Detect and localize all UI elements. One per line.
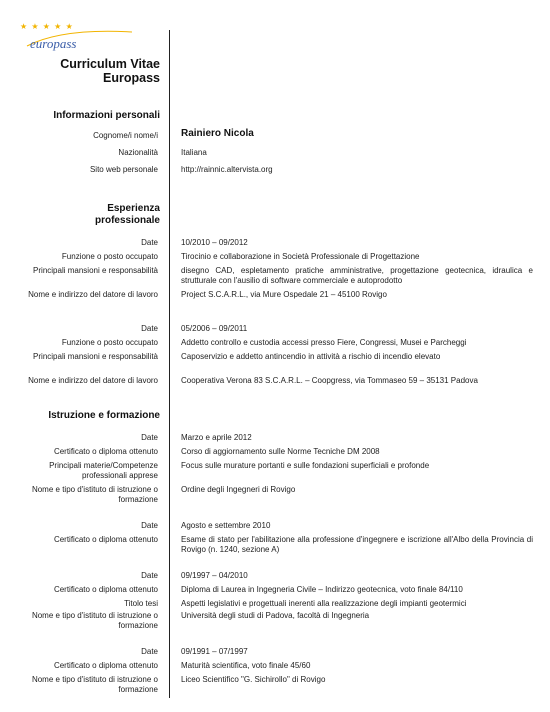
exp2-role-label: Funzione o posto occupato (61, 338, 158, 347)
edu1-subjects-label: Principali materie/Competenze professionali apprese (49, 461, 158, 480)
edu4-date: 09/1991 – 07/1997 (181, 647, 248, 656)
exp2-date: 05/2006 – 09/2011 (181, 324, 248, 333)
exp2-role: Addetto controllo e custodia accessi presso Fiere, Congressi, Musei e Parcheggi (181, 338, 467, 347)
website-label: Sito web personale (89, 165, 158, 174)
exp2-tasks-label: Principali mansioni e responsabilità (33, 352, 158, 361)
edu1-inst: Ordine degli Ingegneri di Rovigo (181, 485, 296, 494)
exp1-role: Tirocinio e collaborazione in Società Professionale di Progettazione (181, 252, 420, 261)
exp2-employer: Cooperativa Verona 83 S.C.A.R.L. – Coopgress, via Tommaseo 59 – 35131 Padova (181, 376, 478, 385)
edu3-thesis: Aspetti legislativi e progettuali inerenti alla realizzazione degli impianti geotermici (181, 599, 467, 608)
exp1-employer: Project S.C.A.R.L., via Mure Ospedale 21 – 45100 Rovigo (181, 290, 387, 299)
exp1-tasks: disegno CAD, espletamento pratiche amministrative, progettazione geotecnica, idraulica e strutturale con l'ausilio di software commerciale e autoprodotto (181, 266, 533, 285)
edu3-date-label: Date (141, 571, 158, 580)
exp2-date-label: Date (141, 324, 158, 333)
edu4-cert: Maturità scientifica, voto finale 45/60 (181, 661, 311, 670)
edu3-inst: Università degli studi di Padova, facoltà di Ingegneria (181, 611, 370, 620)
edu4-cert-label: Certificato o diploma ottenuto (53, 661, 158, 670)
exp1-employer-label: Nome e indirizzo del datore di lavoro (28, 290, 158, 299)
cv-subtitle: Europass (103, 71, 160, 85)
name-label: Cognome/i nome/i (93, 131, 158, 140)
name-value: Rainiero Nicola (181, 128, 254, 139)
edu2-date: Agosto e settembre 2010 (181, 521, 271, 530)
column-divider (169, 30, 170, 698)
education-heading: Istruzione e formazione (48, 410, 160, 421)
exp1-date-label: Date (141, 238, 158, 247)
exp1-tasks-label: Principali mansioni e responsabilità (33, 266, 158, 275)
nationality-value: Italiana (181, 148, 207, 157)
edu1-inst-label: Nome e tipo d'istituto di istruzione o formazione (31, 485, 158, 504)
edu2-date-label: Date (141, 521, 158, 530)
edu1-date: Marzo e aprile 2012 (181, 433, 252, 442)
website-value[interactable]: http://rainnic.altervista.org (181, 165, 273, 174)
edu3-inst-label: Nome e tipo d'istituto di istruzione o formazione (31, 611, 158, 630)
edu3-date: 09/1997 – 04/2010 (181, 571, 248, 580)
edu2-cert: Esame di stato per l'abilitazione alla professione d'ingegnere e iscrizione all'Albo della Provincia di Rovigo (n. 1240, sezione A) (181, 535, 533, 554)
experience-heading: Esperienza (107, 203, 160, 214)
edu4-inst-label: Nome e tipo d'istituto di istruzione o formazione (31, 675, 158, 694)
personal-info-heading: Informazioni personali (53, 110, 160, 121)
edu3-thesis-label: Titolo tesi (124, 599, 158, 608)
cv-title: Curriculum Vitae (60, 57, 160, 71)
edu4-date-label: Date (141, 647, 158, 656)
europass-logo-text: europass (30, 36, 77, 51)
edu3-cert: Diploma di Laurea in Ingegneria Civile – Indirizzo geotecnica, voto finale 84/110 (181, 585, 463, 594)
edu4-inst: Liceo Scientifico "G. Sichirollo" di Rovigo (181, 675, 326, 684)
edu3-cert-label: Certificato o diploma ottenuto (53, 585, 158, 594)
exp2-tasks: Caposervizio e addetto antincendio in attività a rischio di incendio elevato (181, 352, 441, 361)
eu-stars-icon: ★ ★ ★ ★ ★ (20, 22, 74, 31)
exp1-role-label: Funzione o posto occupato (61, 252, 158, 261)
edu1-cert-label: Certificato o diploma ottenuto (53, 447, 158, 456)
exp1-date: 10/2010 – 09/2012 (181, 238, 248, 247)
edu1-cert: Corso di aggiornamento sulle Norme Tecniche DM 2008 (181, 447, 380, 456)
nationality-label: Nazionalità (118, 148, 158, 157)
experience-heading-2: professionale (94, 215, 160, 226)
exp2-employer-label: Nome e indirizzo del datore di lavoro (28, 376, 158, 385)
edu2-cert-label: Certificato o diploma ottenuto (53, 535, 158, 544)
edu1-subjects: Focus sulle murature portanti e sulle fondazioni superficiali e profonde (181, 461, 430, 470)
edu1-date-label: Date (141, 433, 158, 442)
